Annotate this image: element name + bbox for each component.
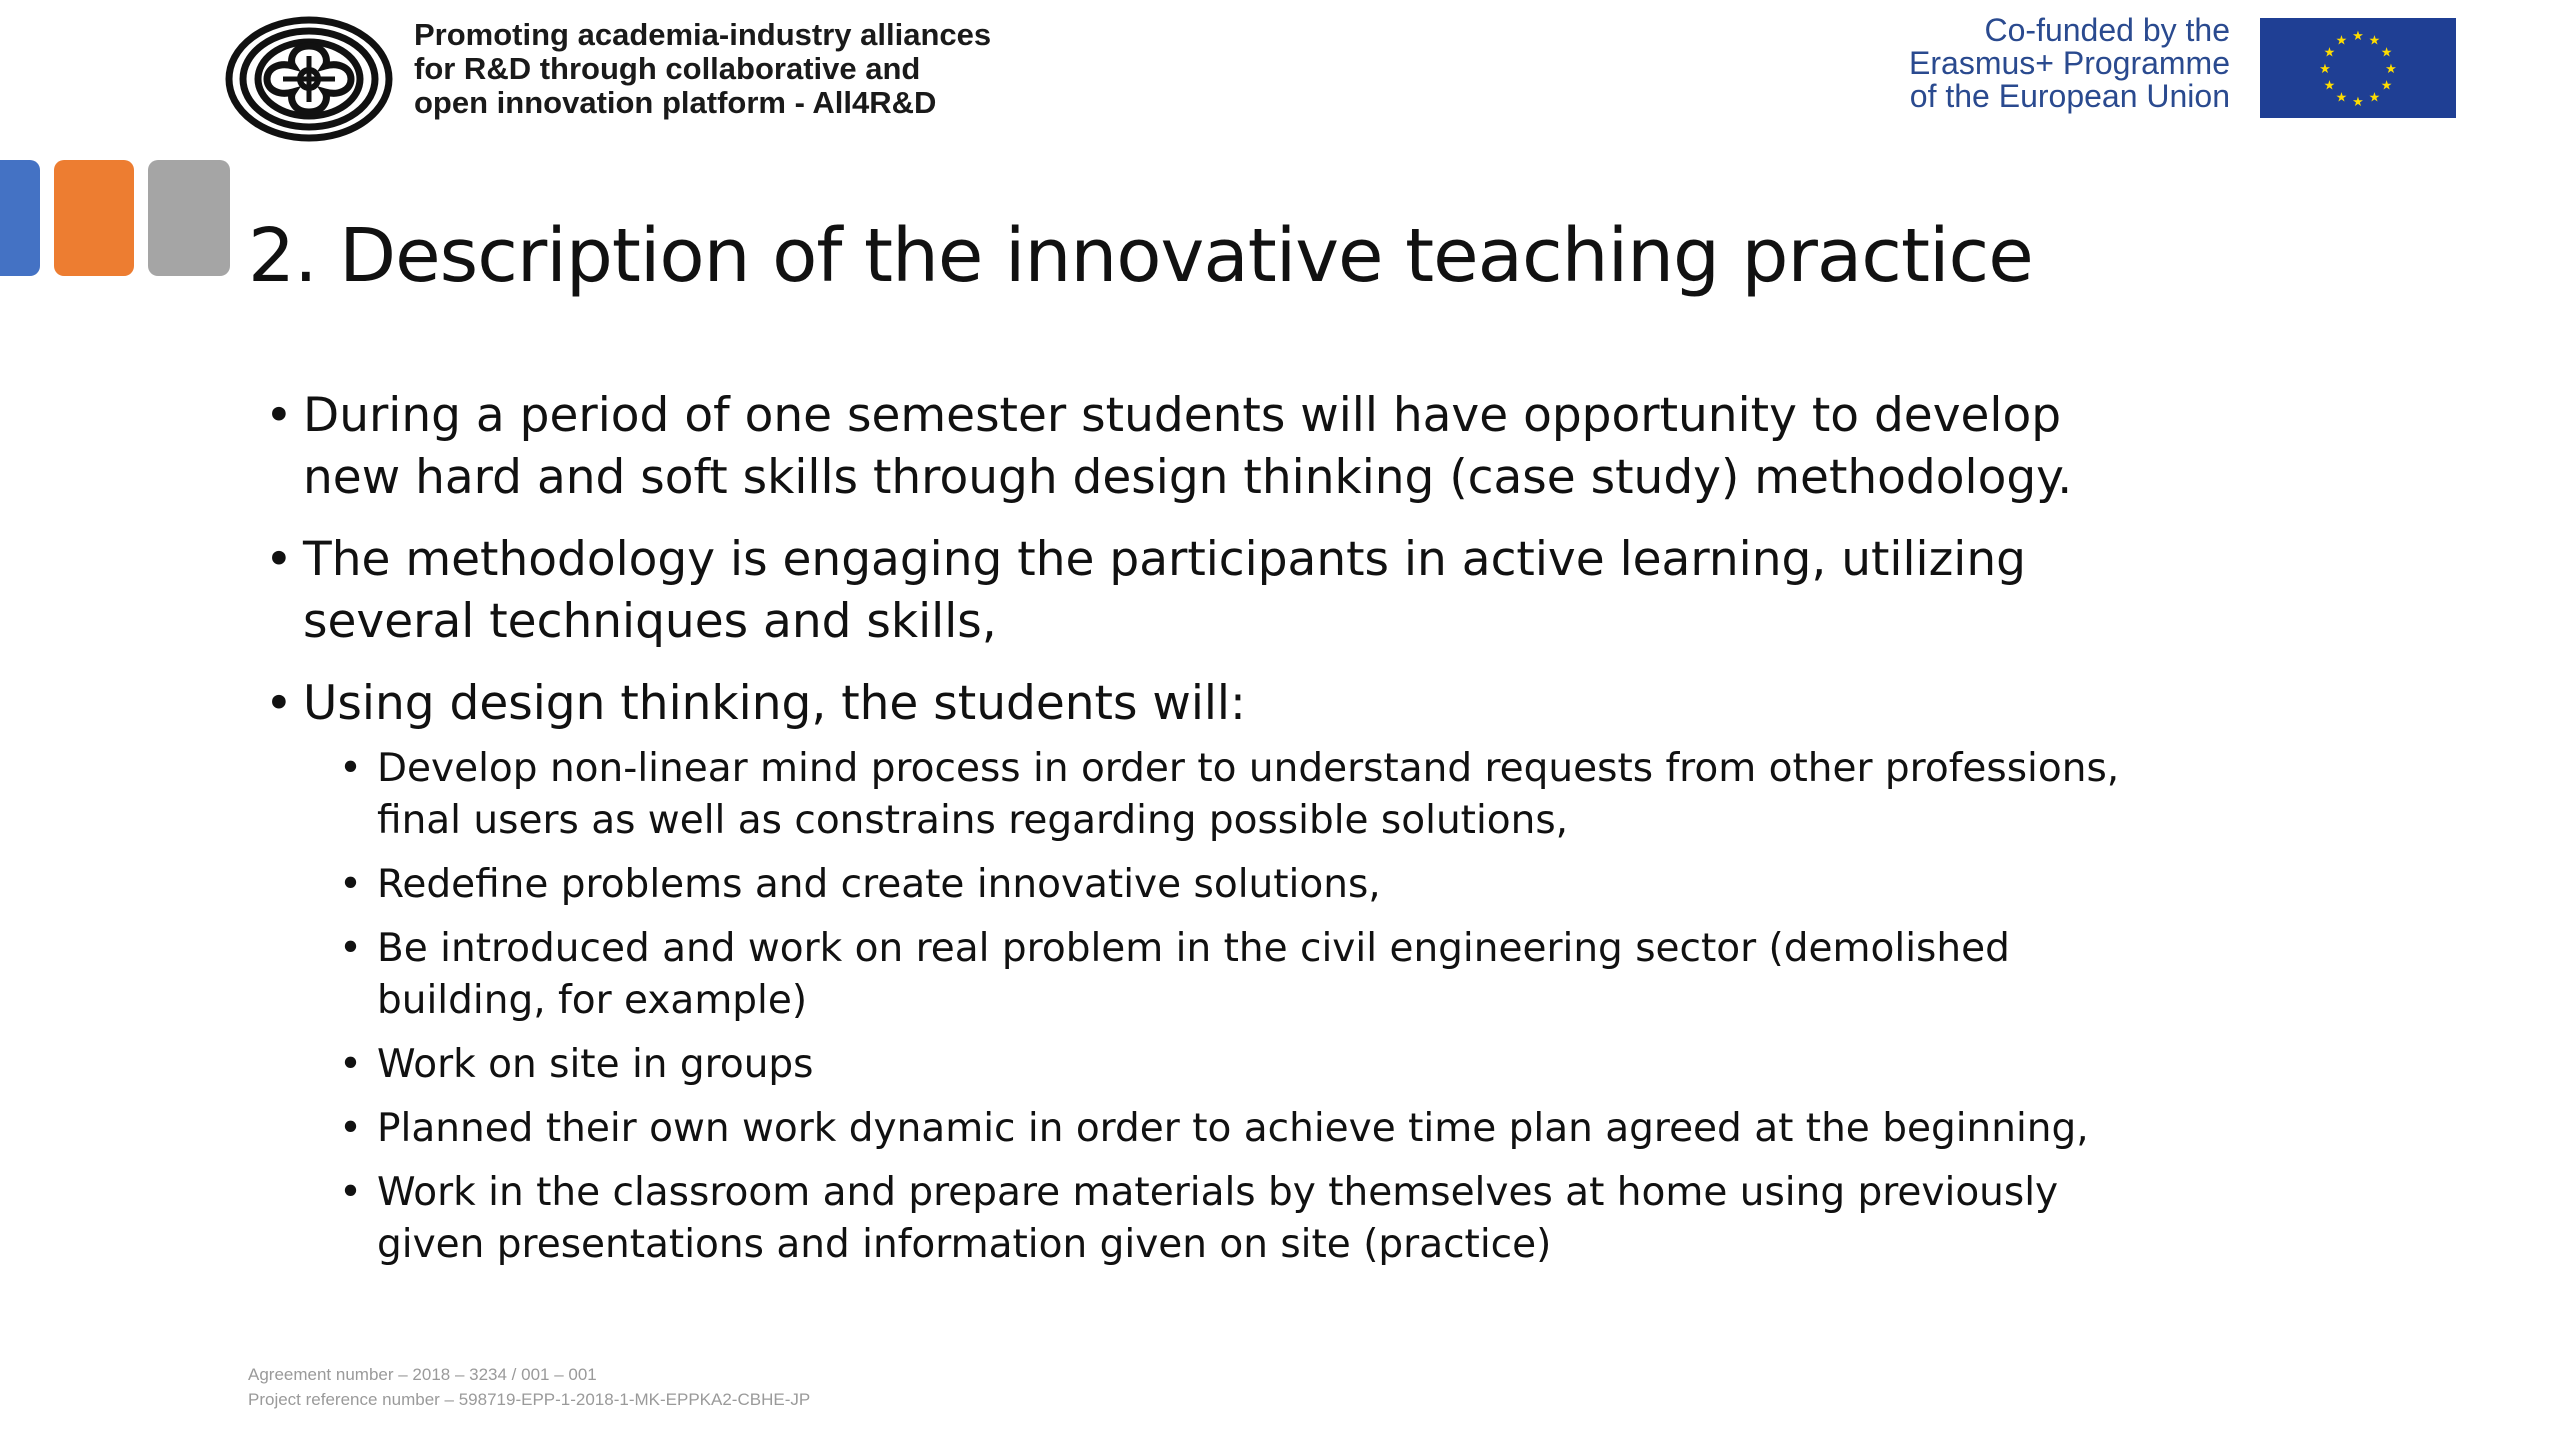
footer xyxy=(248,1362,810,1412)
bullet-text: Using design thinking, the students will: xyxy=(303,676,1246,731)
eu-star-icon: ★ xyxy=(2352,29,2364,44)
sub-bullet-text: Work in the classroom and prepare materials by themselves at home using previously given presentations and information given on site (practice) xyxy=(377,1170,2059,1267)
bullet-item xyxy=(265,529,2165,653)
eu-star-icon: ★ xyxy=(2323,45,2336,61)
sub-bullet-text: Work on site in groups xyxy=(377,1042,814,1087)
eu-star-icon: ★ xyxy=(2323,78,2336,94)
bullet-marker: • xyxy=(339,1106,363,1151)
sub-bullet-list xyxy=(339,743,2165,1271)
eu-star-icon: ★ xyxy=(2368,90,2381,106)
sub-bullet-text: Planned their own work dynamic in order to achieve time plan agreed at the beginning, xyxy=(377,1106,2089,1151)
sub-bullet-text: Redefine problems and create innovative solutions, xyxy=(377,862,1381,907)
bullet-marker: • xyxy=(265,676,293,731)
eu-star-icon: ★ xyxy=(2319,62,2331,77)
eu-flag-icon xyxy=(2260,18,2456,118)
eu-star-icon: ★ xyxy=(2380,78,2393,94)
cofunded-line: Erasmus+ Programme xyxy=(1909,45,2230,81)
bullet-marker: • xyxy=(339,1042,363,1087)
cofunded-line: of the European Union xyxy=(1909,78,2230,114)
bullet-marker: • xyxy=(265,532,293,587)
sub-bullet-text: Develop non-linear mind process in order to understand requests from other professions, final users as well as constrains regarding possible solutions, xyxy=(377,746,2120,843)
cofunded-text xyxy=(1770,14,2230,113)
eu-star-icon: ★ xyxy=(2368,33,2381,49)
bullet-text: During a period of one semester students will have opportunity to develop new hard and soft skills through design thinking (case study) methodology. xyxy=(303,388,2073,505)
sub-bullet-item xyxy=(339,923,2165,1027)
sub-bullet-item xyxy=(339,859,2165,911)
project-reference: Project reference number – 598719-EPP-1-2018-1-MK-EPPKA2-CBHE-JP xyxy=(248,1390,811,1409)
bullet-item xyxy=(265,385,2165,509)
slide-title: 2. Description of the innovative teaching practice xyxy=(248,213,2033,299)
decor-square-gray xyxy=(148,160,230,276)
all4rd-logo-icon xyxy=(225,16,393,142)
eu-star-icon: ★ xyxy=(2385,62,2397,77)
bullet-marker: • xyxy=(339,746,363,791)
bullet-list xyxy=(265,385,2165,1283)
project-title xyxy=(414,18,1154,120)
decor-square-orange xyxy=(54,160,134,276)
decor-square-blue xyxy=(0,160,40,276)
bullet-text: The methodology is engaging the participants in active learning, utilizing several techniques and skills, xyxy=(303,532,2026,649)
cofunded-line: Co-funded by the xyxy=(1984,12,2230,48)
sub-bullet-item xyxy=(339,1167,2165,1271)
bullet-item xyxy=(265,673,2165,735)
eu-star-icon: ★ xyxy=(2335,33,2348,49)
project-title-line: Promoting academia-industry alliances xyxy=(414,17,992,52)
bullet-marker: • xyxy=(339,862,363,907)
project-title-line: open innovation platform - All4R&D xyxy=(414,85,937,120)
eu-star-icon: ★ xyxy=(2380,45,2393,61)
sub-bullet-item xyxy=(339,743,2165,847)
sub-bullet-item xyxy=(339,1103,2165,1155)
eu-star-icon: ★ xyxy=(2352,95,2364,110)
eu-star-icon: ★ xyxy=(2335,90,2348,106)
bullet-marker: • xyxy=(339,1170,363,1215)
bullet-marker: • xyxy=(339,926,363,971)
sub-bullet-text: Be introduced and work on real problem in the civil engineering sector (demolished building, for example) xyxy=(377,926,2010,1023)
bullet-marker: • xyxy=(265,388,293,443)
sub-bullet-item xyxy=(339,1039,2165,1091)
project-title-line: for R&D through collaborative and xyxy=(414,51,921,86)
agreement-number: Agreement number – 2018 – 3234 / 001 – 001 xyxy=(248,1365,597,1384)
